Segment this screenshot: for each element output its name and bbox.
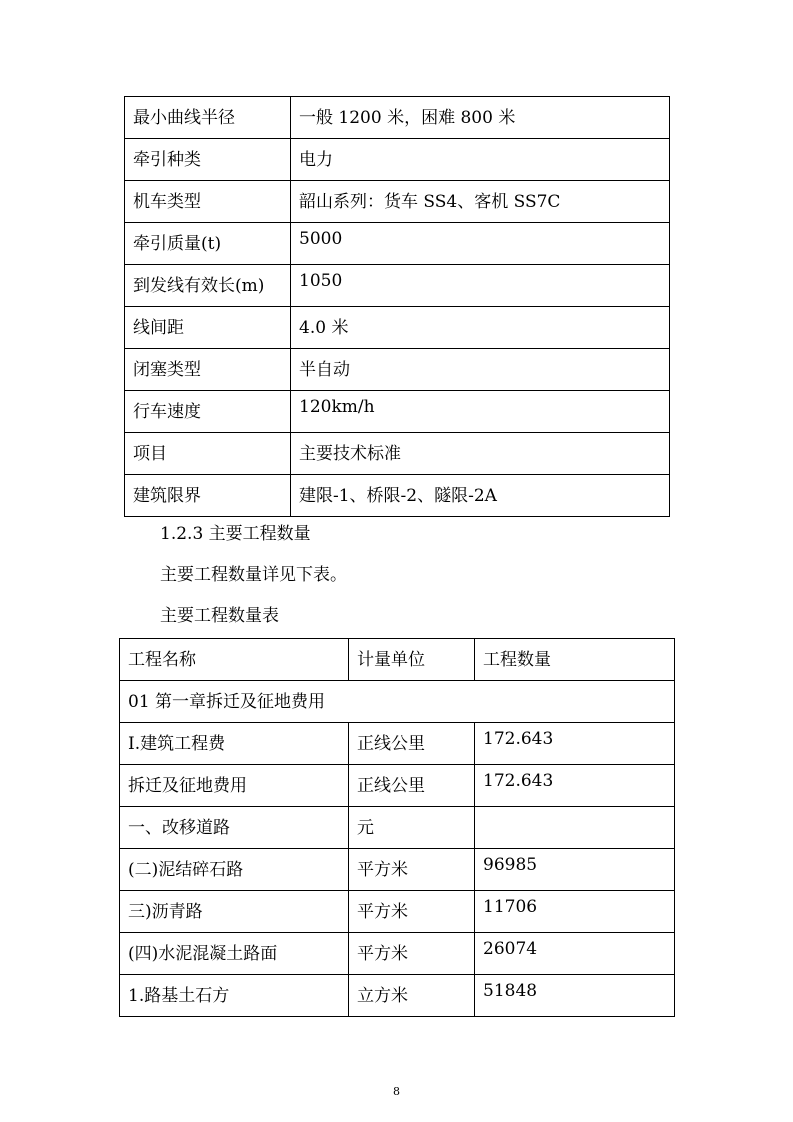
item-amount: 51848 [475, 975, 675, 1017]
item-name: 一、改移道路 [120, 807, 349, 849]
spec-label: 行车速度 [125, 391, 291, 433]
section-heading: 1.2.3 主要工程数量 [160, 524, 311, 544]
table-row [120, 891, 675, 933]
chapter-title: 01 第一章拆迁及征地费用 [120, 681, 675, 723]
table-row [120, 765, 675, 807]
item-name: I.建筑工程费 [120, 723, 349, 765]
engineering-quantities-table [119, 638, 675, 1017]
item-amount: 11706 [475, 891, 675, 933]
table-header-row [120, 639, 675, 681]
spec-value: 主要技术标准 [291, 433, 670, 475]
spec-label: 建筑限界 [125, 475, 291, 517]
table-row [125, 265, 670, 307]
spec-value: 4.0 米 [291, 307, 670, 349]
spec-label: 牵引质量(t) [125, 223, 291, 265]
table-row [120, 723, 675, 765]
item-unit: 正线公里 [349, 765, 475, 807]
table-row [125, 349, 670, 391]
spec-value: 电力 [291, 139, 670, 181]
spec-value: 1050 [291, 265, 670, 307]
item-amount: 96985 [475, 849, 675, 891]
header-amount: 工程数量 [475, 639, 675, 681]
technical-standards-table [124, 96, 670, 517]
spec-label: 最小曲线半径 [125, 97, 291, 139]
item-name: 拆迁及征地费用 [120, 765, 349, 807]
table-row [120, 975, 675, 1017]
item-amount [475, 807, 675, 849]
table-row [120, 807, 675, 849]
spec-label: 到发线有效长(m) [125, 265, 291, 307]
item-amount: 172.643 [475, 765, 675, 807]
header-name: 工程名称 [120, 639, 349, 681]
item-unit: 平方米 [349, 891, 475, 933]
item-name: 三)沥青路 [120, 891, 349, 933]
spec-value: 半自动 [291, 349, 670, 391]
table-row [125, 475, 670, 517]
spec-label: 项目 [125, 433, 291, 475]
spec-value: 建限-1、桥限-2、隧限-2A [291, 475, 670, 517]
spec-label: 牵引种类 [125, 139, 291, 181]
spec-label: 机车类型 [125, 181, 291, 223]
spec-label: 线间距 [125, 307, 291, 349]
spec-value: 5000 [291, 223, 670, 265]
item-amount: 172.643 [475, 723, 675, 765]
spec-value: 韶山系列：货车 SS4、客机 SS7C [291, 181, 670, 223]
table-caption: 主要工程数量表 [160, 606, 279, 626]
spec-value: 120km/h [291, 391, 670, 433]
table-row [125, 97, 670, 139]
item-unit: 平方米 [349, 933, 475, 975]
spec-label: 闭塞类型 [125, 349, 291, 391]
table-row [120, 933, 675, 975]
chapter-row [120, 681, 675, 723]
item-unit: 立方米 [349, 975, 475, 1017]
table-row [125, 307, 670, 349]
item-name: (四)水泥混凝土路面 [120, 933, 349, 975]
intro-paragraph: 主要工程数量详见下表。 [160, 565, 347, 585]
table-row [120, 849, 675, 891]
table-row [125, 139, 670, 181]
item-unit: 元 [349, 807, 475, 849]
table-row [125, 223, 670, 265]
item-name: (二)泥结碎石路 [120, 849, 349, 891]
table-row [125, 433, 670, 475]
table-row [125, 391, 670, 433]
item-amount: 26074 [475, 933, 675, 975]
page-number: 8 [393, 1085, 400, 1098]
table-row [125, 181, 670, 223]
item-name: 1.路基土石方 [120, 975, 349, 1017]
header-unit: 计量单位 [349, 639, 475, 681]
spec-value: 一般 1200 米，困难 800 米 [291, 97, 670, 139]
item-unit: 正线公里 [349, 723, 475, 765]
item-unit: 平方米 [349, 849, 475, 891]
